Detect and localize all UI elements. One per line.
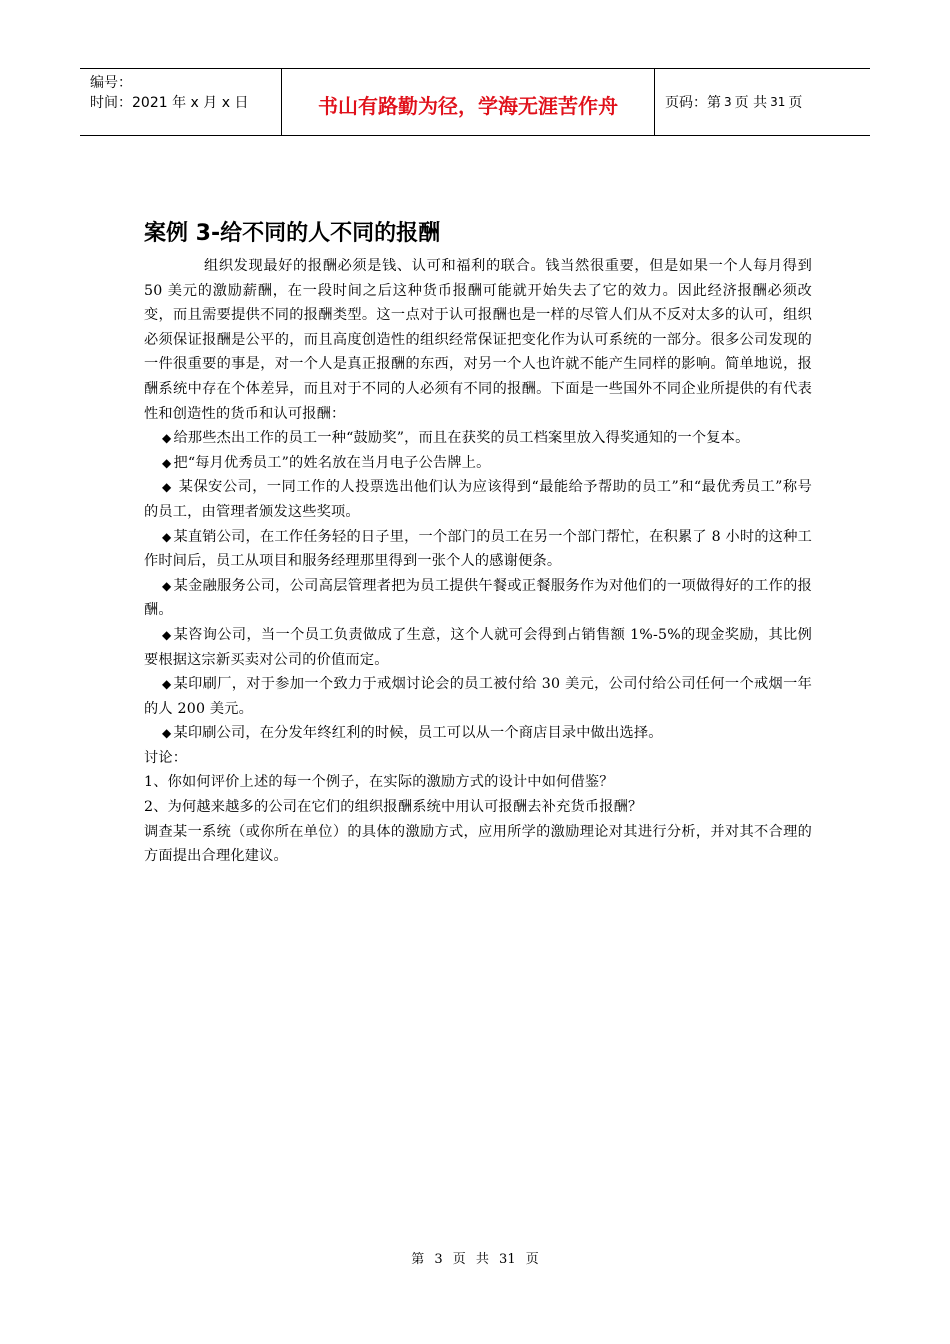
bullet-text: 某保安公司，一同工作的人投票选出他们认为应该得到“最能给予帮助的员工”和“最优秀员工”称号的员工，由管理者颁发这些奖项。 <box>144 479 812 520</box>
bullet-text: 给那些杰出工作的员工一种“鼓励奖”，而且在获奖的员工档案里放入得奖通知的一个复本。 <box>173 430 750 447</box>
document-body <box>144 214 812 869</box>
bullet-text: 某直销公司，在工作任务轻的日子里，一个部门的员工在另一个部门帮忙，在积累了 8 小时的这种工作时间后，员工从项目和服务经理那里得到一张个人的感谢便条。 <box>144 528 813 570</box>
document-title: 案例 3-给不同的人不同的报酬 <box>144 221 441 246</box>
diamond-bullet-icon: ◆ <box>162 578 172 593</box>
page-footer: 第 3 页 共 31 页 <box>411 1252 539 1267</box>
bullet-item <box>144 721 812 746</box>
discussion-question: 2、为何越来越多的公司在它们的组织报酬系统中用认可报酬去补充货币报酬？ <box>144 799 643 816</box>
diamond-bullet-icon: ◆ <box>162 726 172 741</box>
diamond-bullet-icon: ◆ <box>162 431 172 446</box>
page-header <box>80 68 870 136</box>
assignment-paragraph: 调查某一系统（或你所在单位）的具体的激励方式，应用所学的激励理论对其进行分析，并对其不合理的方面提出合理化建议。 <box>144 823 812 865</box>
diamond-bullet-icon: ◆ <box>162 677 172 692</box>
bullet-text: 某咨询公司，当一个员工负责做成了生意，这个人就可会得到占销售额 1%-5%的现金奖励，其比例要根据这宗新买卖对公司的价值而定。 <box>144 626 812 668</box>
page-total: 31 <box>770 95 786 109</box>
intro-paragraph: 组织发现最好的报酬必须是钱、认可和福利的联合。钱当然很重要，但是如果一个人每月得到 50 美元的激励薪酬，在一段时间之后这种货币报酬可能就开始失去了它的效力。因此经济报酬必须改变，而且需要提供不同的报酬类型。这一点对于认可报酬也是一样的尽管人们从不反对太多的认可，组织必须保证报酬是公平的，而且高度创造性的组织经常保证把变化作为认可系统的一部分。很多公司发现的一件很重要的事是，对一个人是真正报酬的东西，对另一个人也许就不能产生同样的影响。简单地说，报酬系统中存在个体差异，而且对于不同的人必须有不同的报酬。下面是一些国外不同企业所提供的有代表性和创造性的货币和认可报酬： <box>144 258 812 422</box>
header-meta <box>80 69 281 135</box>
discussion-label: 讨论： <box>144 749 188 766</box>
bullet-text: 把“每月优秀员工”的姓名放在当月电子公告牌上。 <box>173 454 491 471</box>
bullet-item <box>144 672 812 721</box>
page-end: 页 <box>788 95 803 111</box>
diamond-bullet-icon: ◆ <box>162 529 172 544</box>
header-motto: 书山有路勤为径，学海无涯苦作舟 <box>318 93 618 118</box>
bullet-item <box>144 475 812 524</box>
page-current: 3 <box>724 95 732 109</box>
bullet-text: 某印刷厂，对于参加一个致力于戒烟讨论会的员工被付给 30 美元，公司付给公司任何一个戒烟一年的人 200 美元。 <box>144 676 812 717</box>
bullet-item <box>144 623 812 672</box>
bullet-text: 某金融服务公司，公司高层管理者把为员工提供午餐或正餐服务作为对他们的一项做得好的工作的报酬。 <box>144 577 812 619</box>
bullet-text: 某印刷公司，在分发年终红利的时候，员工可以从一个商店目录中做出选择。 <box>173 725 663 742</box>
diamond-bullet-icon: ◆ <box>162 455 172 470</box>
bullet-item <box>144 574 812 623</box>
discussion-question: 1、你如何评价上述的每一个例子，在实际的激励方式的设计中如何借鉴？ <box>144 774 614 791</box>
bullet-list <box>144 426 812 746</box>
bullet-item <box>144 451 812 476</box>
document-date: 时间：2021 年 x 月 x 日 <box>90 95 249 111</box>
header-page-number <box>655 69 870 135</box>
diamond-bullet-icon: ◆ <box>162 627 172 642</box>
bullet-item <box>144 525 812 574</box>
page-label: 页码：第 <box>665 95 721 111</box>
page-mid: 页 共 <box>734 95 768 111</box>
document-number-label: 编号： <box>90 75 132 91</box>
bullet-item <box>144 426 812 451</box>
diamond-bullet-icon: ◆ <box>162 480 172 495</box>
